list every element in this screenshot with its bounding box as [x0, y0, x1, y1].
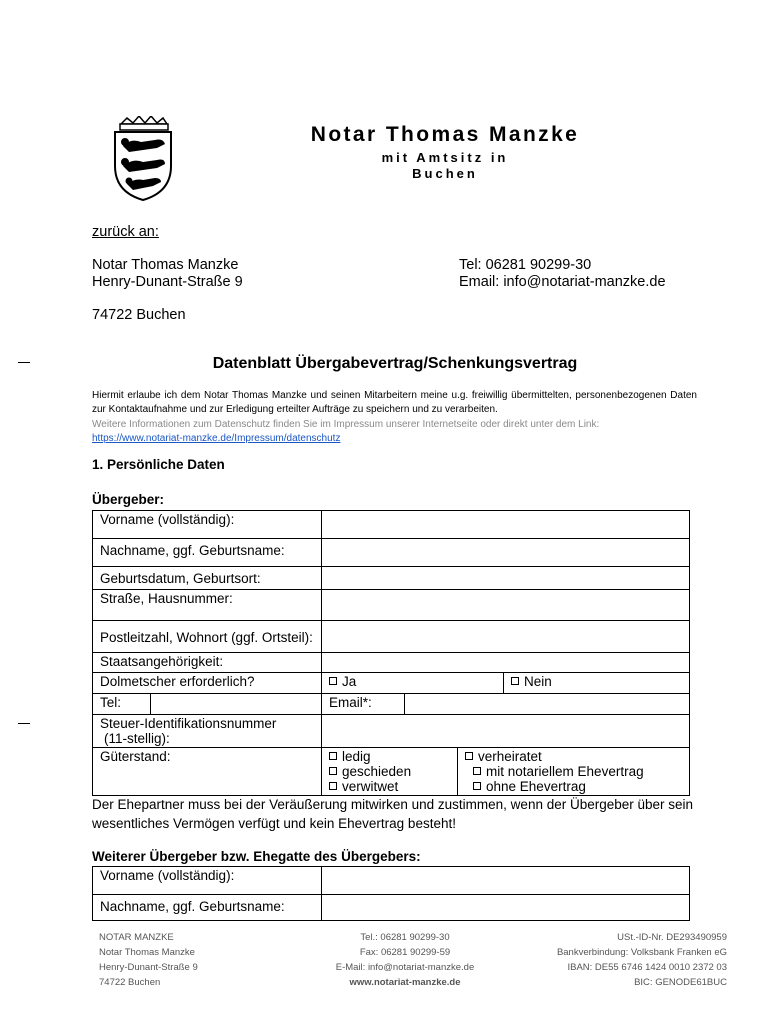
address-tel: Tel: 06281 90299-30: [459, 257, 592, 273]
checkbox-icon[interactable]: [329, 767, 337, 775]
table-row: [93, 748, 690, 796]
table-row: [93, 694, 690, 715]
checkbox-icon[interactable]: [511, 677, 519, 685]
option-label: mit notariellem Ehevertrag: [486, 764, 644, 779]
address-email: Email: info@notariat-manzke.de: [459, 274, 666, 290]
table-row: [93, 895, 690, 921]
margin-mark: [18, 723, 30, 724]
notary-subtitle-line1: mit Amtsitz in: [381, 150, 509, 165]
field-label: Güterstand:: [93, 748, 322, 796]
table-row: [93, 567, 690, 590]
option-nein[interactable]: [504, 673, 690, 694]
field-label: Nachname, ggf. Geburtsname:: [93, 539, 322, 567]
option-label: Ja: [342, 674, 357, 689]
steuer-input[interactable]: [322, 715, 690, 748]
footer-line: Notar Thomas Manzke: [99, 947, 195, 958]
email-input[interactable]: [405, 694, 690, 715]
steuer-label-2: (11-stellig):: [104, 731, 170, 746]
footer-line: Henry-Dunant-Straße 9: [99, 962, 198, 973]
option-ohne-ehevertrag[interactable]: [465, 779, 682, 794]
second-giver-label: Weiterer Übergeber bzw. Ehegatte des Übergebers:: [92, 849, 421, 864]
table-row: [93, 715, 690, 748]
option-geschieden[interactable]: [329, 764, 450, 779]
checkbox-icon[interactable]: [473, 767, 481, 775]
geburt-input[interactable]: [322, 567, 690, 590]
table-row: [93, 511, 690, 539]
field-label: Staatsangehörigkeit:: [93, 653, 322, 673]
footer-line: Bankverbindung: Volksbank Franken eG: [556, 947, 727, 958]
giver-label: Übergeber:: [92, 492, 165, 507]
address-city: 74722 Buchen: [92, 307, 186, 323]
footer-col-bank: [480, 930, 727, 990]
address-name: Notar Thomas Manzke: [92, 257, 239, 273]
checkbox-icon[interactable]: [329, 782, 337, 790]
option-label: geschieden: [342, 764, 412, 779]
address-street: Henry-Dunant-Straße 9: [92, 274, 243, 290]
option-label: Nein: [524, 674, 552, 689]
field-label: Vorname (vollständig):: [93, 867, 322, 895]
consent-text-block: [92, 389, 697, 446]
option-verwitwet[interactable]: [329, 779, 450, 794]
checkbox-icon[interactable]: [473, 782, 481, 790]
vorname-input-2[interactable]: [322, 867, 690, 895]
checkbox-icon[interactable]: [329, 677, 337, 685]
staat-input[interactable]: [322, 653, 690, 673]
document-title: Datenblatt Übergabevertrag/Schenkungsvertrag: [212, 355, 578, 372]
nachname-input-2[interactable]: [322, 895, 690, 921]
status-options-right: [458, 748, 690, 796]
field-label: Dolmetscher erforderlich?: [93, 673, 322, 694]
option-label: ledig: [342, 749, 371, 764]
table-row: [93, 539, 690, 567]
table-row: [93, 621, 690, 653]
option-label: ohne Ehevertrag: [486, 779, 586, 794]
footer-line: BIC: GENODE61BUC: [634, 977, 727, 988]
table-row: [93, 653, 690, 673]
footer-website[interactable]: www.notariat-manzke.de: [349, 977, 461, 988]
field-label: Postleitzahl, Wohnort (ggf. Ortsteil):: [93, 621, 322, 653]
table-row: [93, 673, 690, 694]
field-label: Tel:: [93, 694, 151, 715]
checkbox-icon[interactable]: [465, 752, 473, 760]
footer-line: USt.-ID-Nr. DE293490959: [617, 932, 727, 943]
option-verheiratet[interactable]: [465, 749, 682, 764]
privacy-link[interactable]: https://www.notariat-manzke.de/Impressum/datenschutz: [92, 432, 341, 444]
vorname-input[interactable]: [322, 511, 690, 539]
nachname-input[interactable]: [322, 539, 690, 567]
status-options-left: [322, 748, 458, 796]
field-label: Straße, Hausnummer:: [93, 590, 322, 621]
option-mit-ehevertrag[interactable]: [465, 764, 682, 779]
footer-line: Tel.: 06281 90299-30: [360, 932, 450, 943]
footer-line: IBAN: DE55 6746 1424 0010 2372 03: [567, 962, 727, 973]
table-row: [93, 590, 690, 621]
tel-input[interactable]: [151, 694, 322, 715]
option-ledig[interactable]: [329, 749, 450, 764]
return-label: zurück an:: [92, 224, 159, 240]
table-row: [93, 867, 690, 895]
section-title: 1. Persönliche Daten: [92, 457, 225, 472]
field-label: [93, 715, 322, 748]
footer-line: E-Mail: info@notariat-manzke.de: [335, 962, 475, 973]
option-label: verheiratet: [478, 749, 542, 764]
footer-col-office: [99, 930, 198, 990]
field-label: Vorname (vollständig):: [93, 511, 322, 539]
field-label: Geburtsdatum, Geburtsort:: [93, 567, 322, 590]
plz-input[interactable]: [322, 621, 690, 653]
notary-subtitle-line2: Buchen: [412, 166, 478, 181]
option-label: verwitwet: [342, 779, 399, 794]
notary-name-heading: Notar Thomas Manzke: [310, 123, 580, 146]
privacy-note: Weitere Informationen zum Datenschutz finden Sie im Impressum unserer Internetseite oder direkt unter dem Link:: [92, 418, 600, 430]
option-ja[interactable]: [322, 673, 504, 694]
spouse-note: Der Ehepartner muss bei der Veräußerung mitwirken und zustimmen, wenn der Übergeber über sein wesentliches Vermögen verfügt und kein Ehevertrag besteht!: [92, 797, 694, 831]
strasse-input[interactable]: [322, 590, 690, 621]
second-giver-table: [92, 866, 690, 921]
field-label: Email*:: [322, 694, 405, 715]
footer-line: Fax: 06281 90299-59: [359, 947, 451, 958]
checkbox-icon[interactable]: [329, 752, 337, 760]
consent-text: Hiermit erlaube ich dem Notar Thomas Manzke und seinen Mitarbeitern meine u.g. freiwillig übermittelten, personenbezogenen Daten zur Kontaktaufnahme und zur Erledigung erteilter Aufträge zu speichern und zu verarbeiten.: [92, 390, 697, 416]
field-label: Nachname, ggf. Geburtsname:: [93, 895, 322, 921]
footer-line: 74722 Buchen: [99, 977, 161, 988]
giver-form-table: [92, 510, 690, 796]
footer-line: NOTAR MANZKE: [99, 932, 174, 943]
steuer-label: Steuer-Identifikationsnummer: [100, 716, 277, 731]
